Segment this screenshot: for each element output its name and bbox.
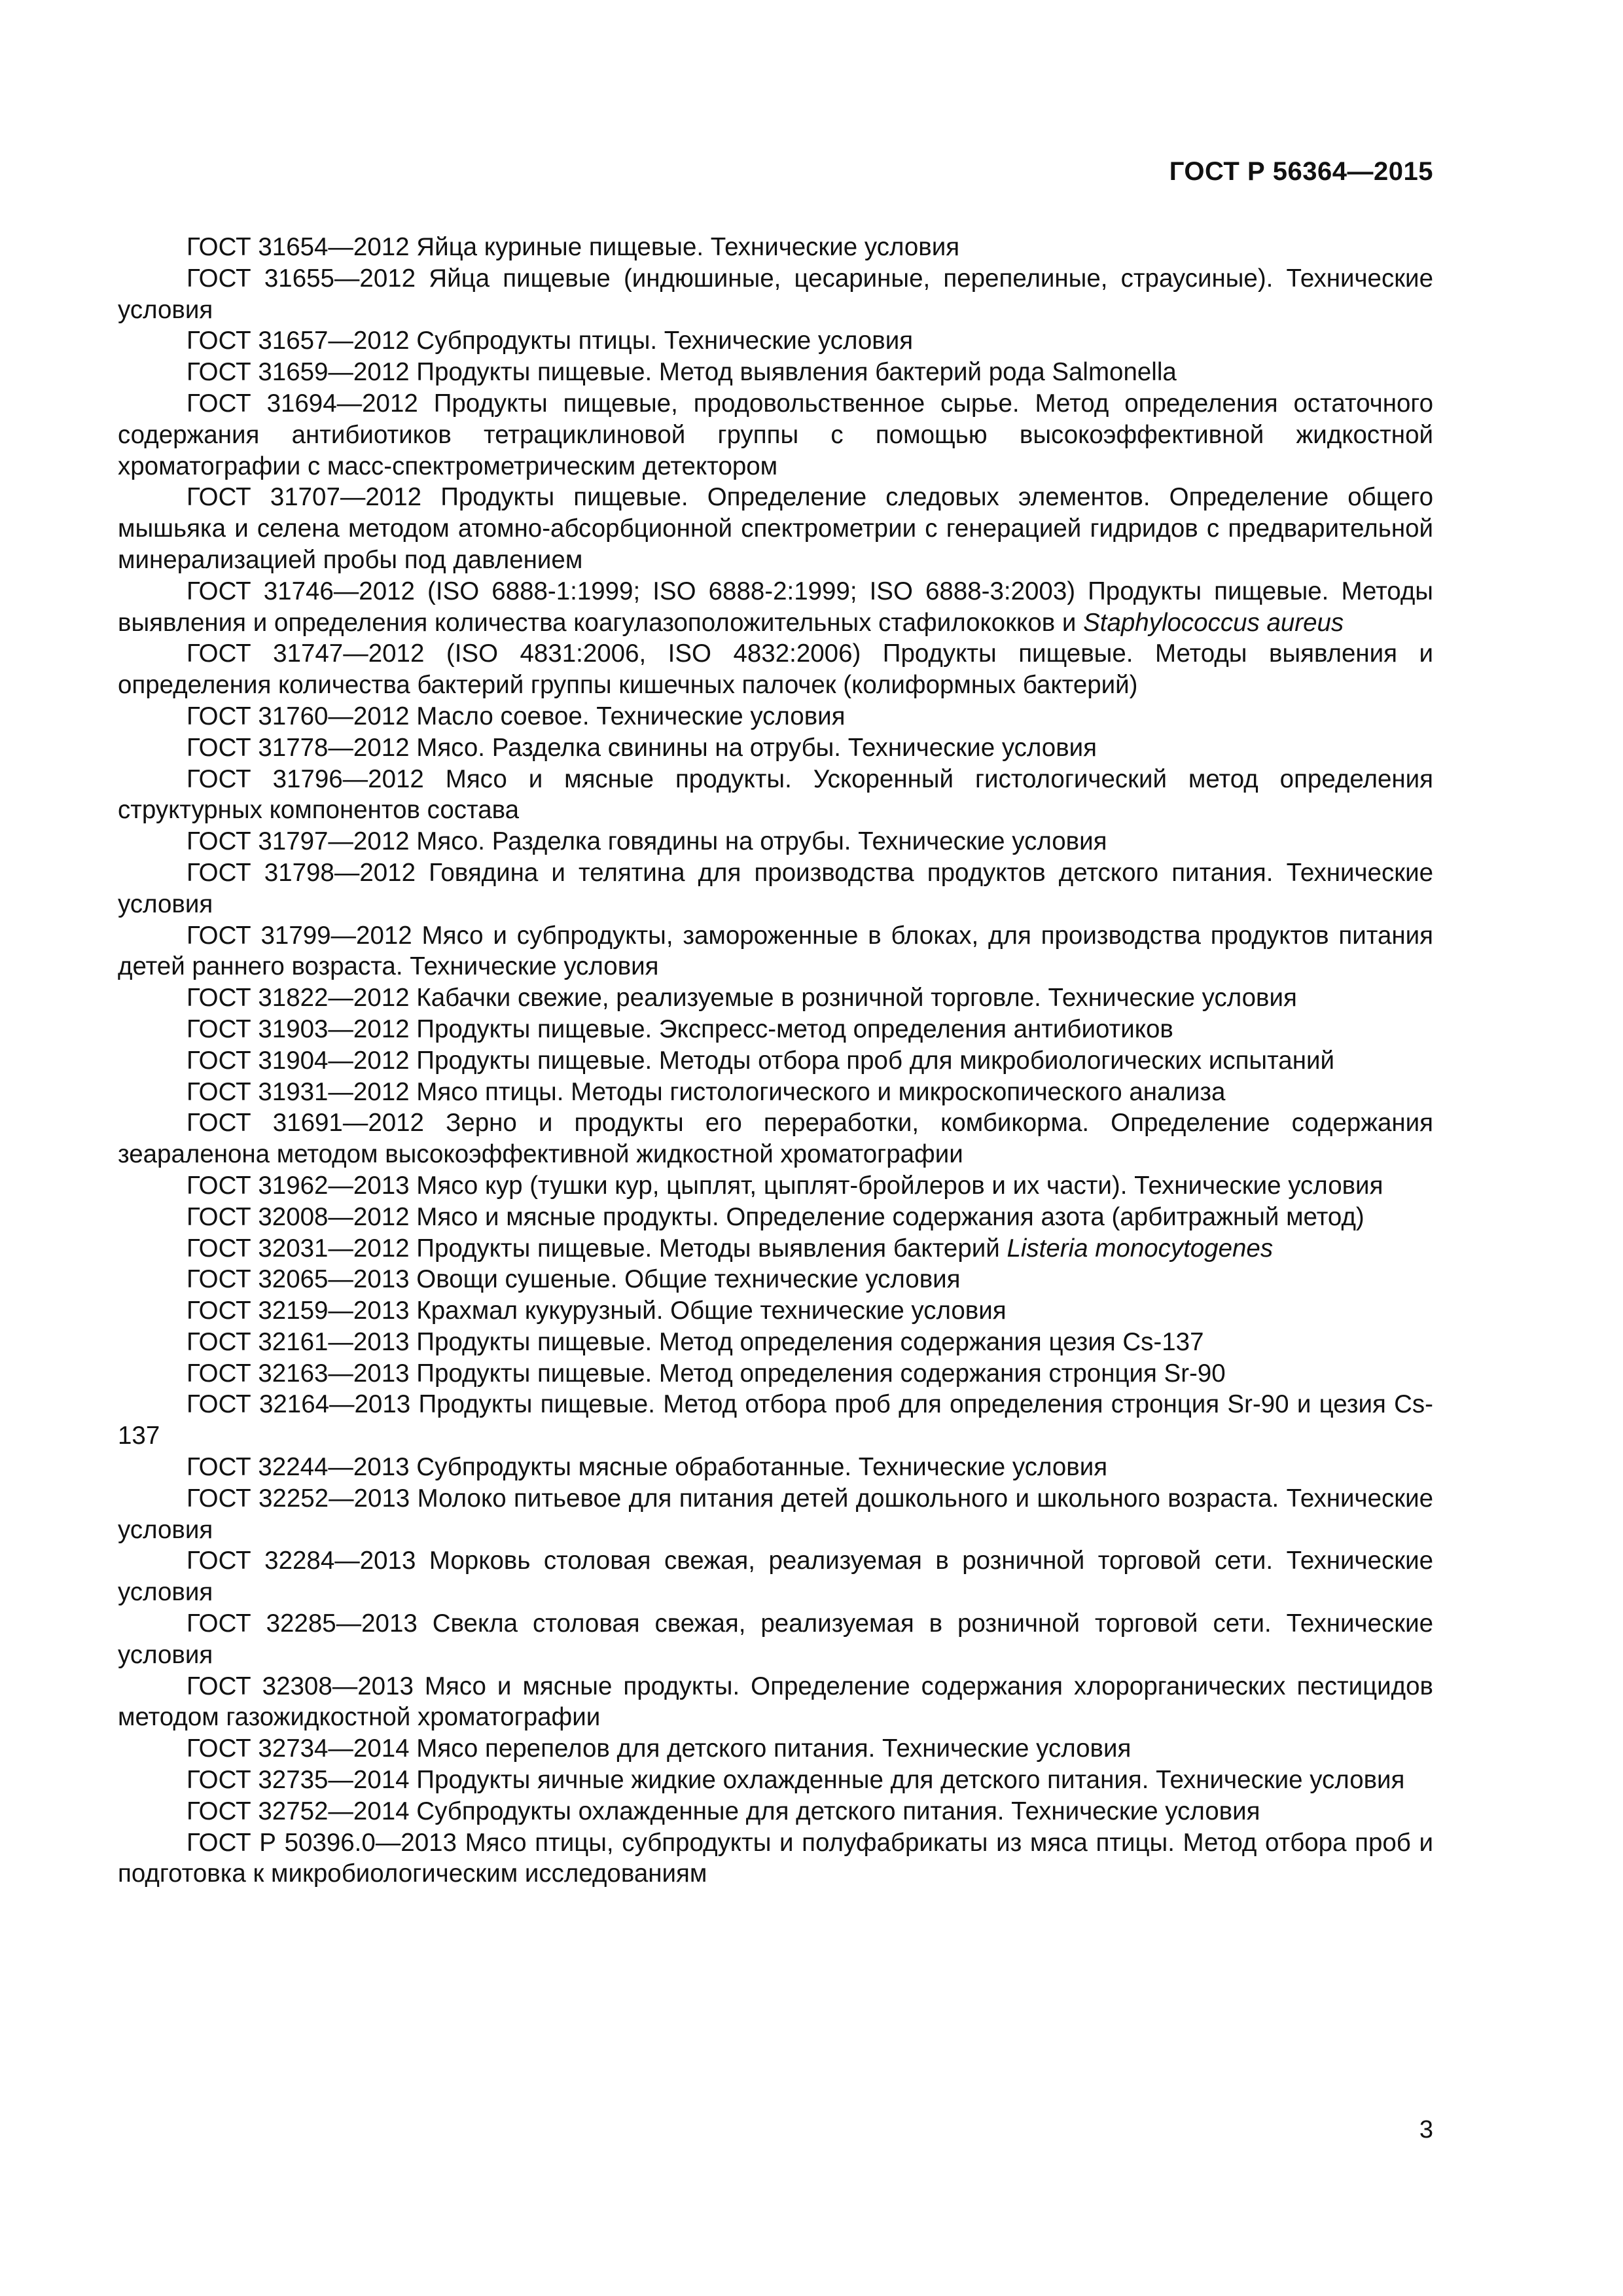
reference-entry [118,1295,1433,1327]
reference-entry [118,1608,1433,1671]
reference-title: Морковь столовая свежая, реализуемая в розничной торговой сети. Технические условия [118,1547,1433,1607]
reference-title: Овощи сушеные. Общие технические условия [416,1265,961,1294]
reference-entry [118,701,1433,732]
reference-title: Мясо птицы, субпродукты и полуфабрикаты из мяса птицы. Метод отбора проб и подготовка к микробиологическим исследованиям [118,1828,1433,1888]
reference-title: Мясо птицы. Методы гистологического и микроскопического анализа [416,1077,1226,1106]
reference-title: Мясо. Разделка говядины на отрубы. Технические условия [416,827,1107,856]
reference-title: Яйца куриные пищевые. Технические условия [416,233,960,261]
reference-code: ГОСТ 31904—2012 [187,1046,410,1075]
reference-entry [118,1045,1433,1077]
reference-entry [118,1765,1433,1796]
reference-title: Продукты пищевые. Методы выявления бактерий [416,1234,1000,1263]
reference-code: ГОСТ 32244—2013 [187,1453,410,1482]
reference-title: Продукты пищевые. Методы отбора проб для микробиологических испытаний [416,1046,1334,1075]
normative-references-list [118,232,1433,1890]
reference-code: ГОСТ 31799—2012 [187,921,412,950]
reference-title: (ISO 4831:2006, ISO 4832:2006) Продукты пищевые. Методы выявления и определения количества бактерий группы кишечных палочек (колиформных бактерий) [118,639,1433,700]
reference-code: ГОСТ 32735—2014 [187,1766,410,1795]
reference-code: ГОСТ 31962—2013 [187,1171,410,1200]
reference-entry [118,232,1433,263]
reference-entry [118,1452,1433,1483]
reference-code: ГОСТ 32164—2013 [187,1390,411,1419]
reference-title: Продукты пищевые, продовольственное сырье. Метод определения остаточного содержания антибиотиков тетрациклиновой группы с помощью высокоэффективной жидкостной хроматографии с масс-спектрометрическим детектором [118,389,1433,480]
reference-entry [118,1233,1433,1265]
reference-entry [118,1733,1433,1765]
reference-entry [118,357,1433,388]
reference-title: Мясо перепелов для детского питания. Технические условия [416,1734,1132,1763]
reference-code: ГОСТ 32308—2013 [187,1672,414,1700]
reference-entry [118,732,1433,764]
page-number: 3 [1419,2116,1433,2144]
reference-entry [118,1545,1433,1608]
reference-title: Продукты пищевые. Метод определения содержания цезия Cs-137 [416,1327,1204,1356]
reference-entry [118,1827,1433,1890]
reference-code: ГОСТ 31798—2012 [187,858,416,887]
reference-title: Продукты пищевые. Метод выявления бактерий рода Salmonella [416,358,1177,387]
reference-entry [118,1327,1433,1358]
reference-title: Говядина и телятина для производства продуктов детского питания. Технические условия [118,858,1433,918]
reference-entry [118,1264,1433,1295]
reference-title: Масло соевое. Технические условия [416,702,846,730]
reference-title: Продукты пищевые. Экспресс-метод определения антибиотиков [416,1014,1173,1043]
reference-title: Мясо кур (тушки кур, цыплят, цыплят-бройлеров и их части). Технические условия [416,1171,1383,1200]
reference-entry [118,1014,1433,1045]
reference-entry [118,1077,1433,1108]
reference-entry [118,920,1433,983]
reference-code: ГОСТ 32031—2012 [187,1234,410,1263]
reference-title: Продукты пищевые. Метод определения содержания стронция Sr-90 [416,1359,1226,1388]
reference-code: ГОСТ 32163—2013 [187,1359,410,1388]
reference-title: Зерно и продукты его переработки, комбикорма. Определение содержания зеараленона методом высокоэффективной жидкостной хроматографии [118,1109,1433,1169]
reference-code: ГОСТ Р 50396.0—2013 [187,1828,457,1857]
reference-title: Яйца пищевые (индюшиные, цесариные, перепелиные, страусиные). Технические условия [118,264,1433,324]
reference-entry [118,1202,1433,1233]
reference-title: Субпродукты охлажденные для детского питания. Технические условия [416,1797,1260,1825]
reference-title: Мясо и мясные продукты. Определение содержания азота (арбитражный метод) [416,1202,1364,1231]
reference-entry [118,638,1433,701]
reference-code: ГОСТ 32284—2013 [187,1547,416,1575]
reference-code: ГОСТ 31822—2012 [187,984,410,1013]
reference-code: ГОСТ 31747—2012 [187,639,425,668]
reference-title: Продукты пищевые. Определение следовых элементов. Определение общего мышьяка и селена методом атомно-абсорбционной спектрометрии с генерацией гидридов с предварительной минерализацией пробы под давлением [118,483,1433,574]
reference-code: ГОСТ 31797—2012 [187,827,410,856]
reference-code: ГОСТ 31655—2012 [187,264,416,293]
reference-title: Свекла столовая свежая, реализуемая в розничной торговой сети. Технические условия [118,1609,1433,1669]
reference-entry [118,982,1433,1014]
reference-organism-name: Staphylococcus aureus [1083,608,1344,637]
reference-entry [118,1107,1433,1170]
reference-code: ГОСТ 32285—2013 [187,1609,418,1638]
reference-code: ГОСТ 31796—2012 [187,764,424,793]
reference-title: Крахмал кукурузный. Общие технические условия [416,1297,1007,1325]
reference-code: ГОСТ 32161—2013 [187,1327,410,1356]
reference-code: ГОСТ 31931—2012 [187,1077,410,1106]
reference-entry [118,482,1433,575]
reference-entry [118,576,1433,639]
reference-entry [118,1170,1433,1202]
reference-entry [118,1796,1433,1827]
reference-title: Продукты пищевые. Метод отбора проб для определения стронция Sr-90 и цезия Cs-137 [118,1390,1433,1450]
reference-title: Молоко питьевое для питания детей дошкольного и школьного возраста. Технические условия [118,1484,1433,1544]
reference-entry [118,263,1433,326]
reference-code: ГОСТ 31659—2012 [187,358,410,387]
reference-title: (ISO 6888-1:1999; ISO 6888-2:1999; ISO 6888-3:2003) Продукты пищевые. Методы выявления и определения количества коагулазоположительных стафилококков и [118,577,1433,637]
reference-entry [118,1389,1433,1452]
reference-entry [118,826,1433,857]
reference-entry [118,764,1433,827]
reference-code: ГОСТ 32252—2013 [187,1484,410,1513]
reference-code: ГОСТ 32008—2012 [187,1202,410,1231]
reference-code: ГОСТ 32752—2014 [187,1797,410,1825]
reference-code: ГОСТ 32159—2013 [187,1297,410,1325]
reference-title: Мясо. Разделка свинины на отрубы. Технические условия [416,733,1097,762]
reference-title: Мясо и мясные продукты. Определение содержания хлорорганических пестицидов методом газожидкостной хроматографии [118,1672,1433,1732]
reference-title: Мясо и субпродукты, замороженные в блоках, для производства продуктов питания детей раннего возраста. Технические условия [118,921,1433,981]
reference-title: Продукты яичные жидкие охлажденные для детского питания. Технические условия [416,1766,1405,1795]
reference-code: ГОСТ 31657—2012 [187,327,410,355]
reference-title: Субпродукты птицы. Технические условия [416,327,914,355]
reference-entry [118,1483,1433,1546]
reference-code: ГОСТ 31691—2012 [187,1109,424,1138]
document-header-id: ГОСТ Р 56364—2015 [1169,157,1433,186]
reference-entry [118,388,1433,482]
reference-entry [118,857,1433,920]
reference-code: ГОСТ 31707—2012 [187,483,422,512]
reference-code: ГОСТ 32734—2014 [187,1734,410,1763]
reference-code: ГОСТ 31760—2012 [187,702,410,730]
reference-entry [118,1671,1433,1734]
reference-title: Субпродукты мясные обработанные. Технические условия [416,1453,1108,1482]
reference-entry [118,325,1433,357]
reference-title: Мясо и мясные продукты. Ускоренный гистологический метод определения структурных компонентов состава [118,764,1433,825]
reference-code: ГОСТ 31778—2012 [187,733,410,762]
reference-organism-name: Listeria monocytogenes [1007,1234,1274,1263]
reference-code: ГОСТ 31746—2012 [187,577,415,605]
reference-code: ГОСТ 31654—2012 [187,233,410,261]
reference-code: ГОСТ 31903—2012 [187,1014,410,1043]
reference-entry [118,1358,1433,1390]
reference-title: Кабачки свежие, реализуемые в розничной торговле. Технические условия [416,984,1297,1013]
reference-code: ГОСТ 31694—2012 [187,389,418,418]
reference-code: ГОСТ 32065—2013 [187,1265,410,1294]
